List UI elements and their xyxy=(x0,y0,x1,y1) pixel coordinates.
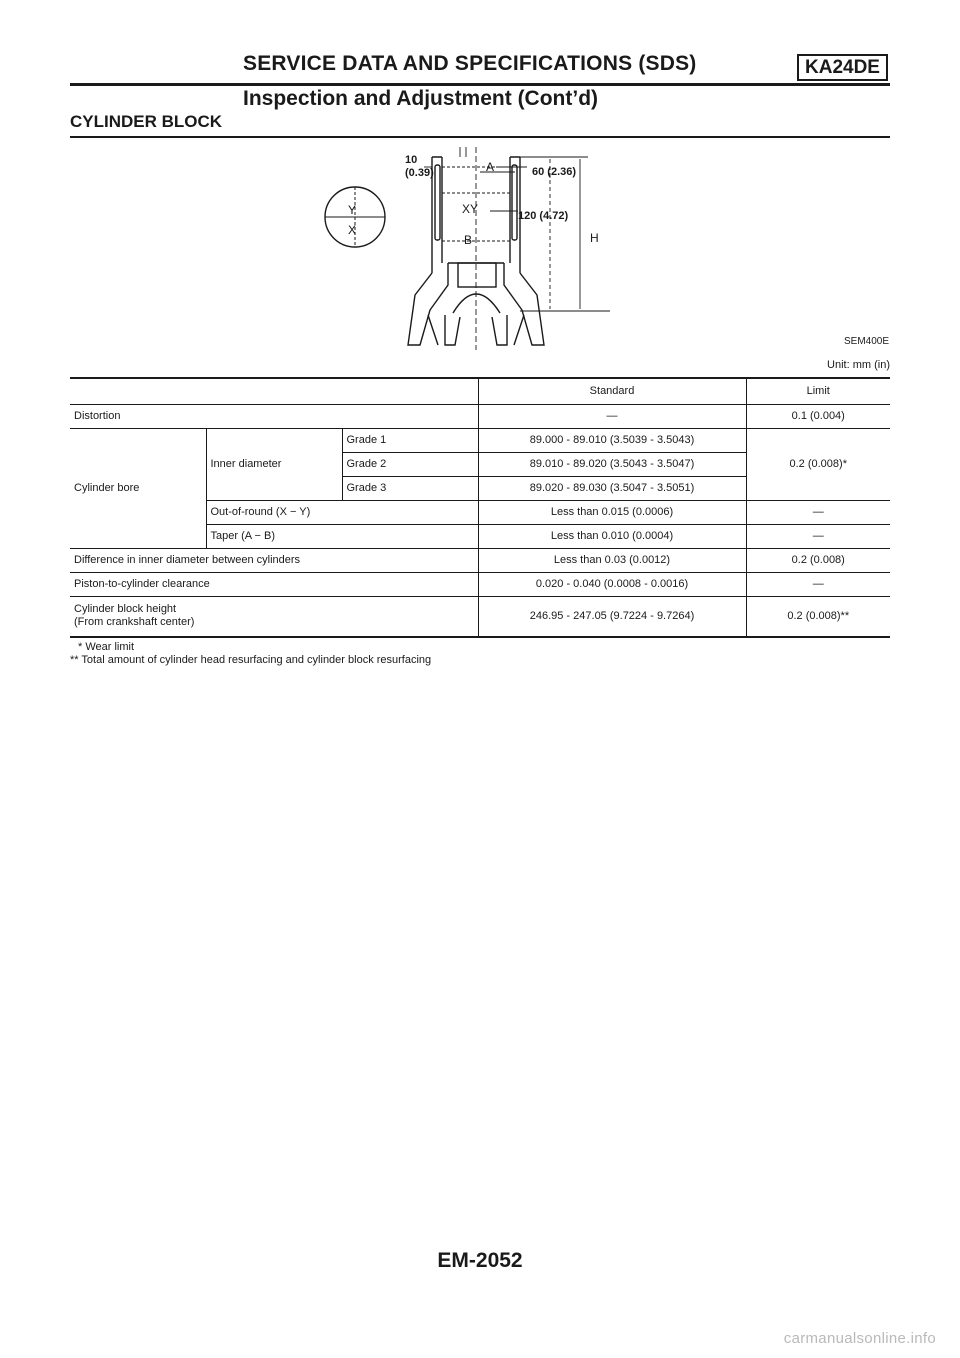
header-title: SERVICE DATA AND SPECIFICATIONS (SDS) xyxy=(243,52,697,75)
grade-value: 89.000 - 89.010 (3.5039 - 3.5043) xyxy=(478,428,746,452)
row-limit: 0.1 (0.004) xyxy=(746,404,890,428)
inner-diameter-limit: 0.2 (0.008)* xyxy=(746,428,890,500)
table-header-row xyxy=(70,378,890,404)
table-row xyxy=(70,548,890,572)
row-label: Out-of-round (X − Y) xyxy=(206,500,478,524)
table-row xyxy=(70,596,890,637)
engine-code-badge: KA24DE xyxy=(797,54,888,81)
label-y: Y xyxy=(348,203,357,217)
footnotes xyxy=(70,641,431,667)
header-rule xyxy=(70,83,890,86)
row-label: Distortion xyxy=(70,404,478,428)
row-standard: Less than 0.010 (0.0004) xyxy=(478,524,746,548)
label-h: H xyxy=(590,231,599,245)
unit-label: Unit: mm (in) xyxy=(827,359,890,371)
section-title: CYLINDER BLOCK xyxy=(70,112,223,131)
dim-label-039: (0.39) xyxy=(405,167,434,179)
row-label: Piston-to-cylinder clearance xyxy=(70,572,478,596)
row-standard: Less than 0.015 (0.0006) xyxy=(478,500,746,524)
label-xy: XY xyxy=(462,202,479,216)
col-header-limit: Limit xyxy=(746,378,890,404)
row-label-line1: Cylinder block height xyxy=(74,603,177,616)
table-row xyxy=(70,404,890,428)
row-label: Difference in inner diameter between cylinders xyxy=(70,548,478,572)
row-standard: 246.95 - 247.05 (9.7224 - 9.7264) xyxy=(478,596,746,637)
row-standard: Less than 0.03 (0.0012) xyxy=(478,548,746,572)
row-limit: 0.2 (0.008) xyxy=(746,548,890,572)
table-row xyxy=(70,572,890,596)
grade-label: Grade 3 xyxy=(342,476,478,500)
label-x: X xyxy=(348,223,357,237)
footnote: * Wear limit xyxy=(78,641,135,653)
dim-label-10: 10 xyxy=(405,154,418,166)
row-standard: 0.020 - 0.040 (0.0008 - 0.0016) xyxy=(478,572,746,596)
row-label-line2: (From crankshaft center) xyxy=(74,616,195,629)
section-rule xyxy=(70,136,890,138)
grade-value: 89.010 - 89.020 (3.5043 - 3.5047) xyxy=(478,452,746,476)
cylinder-block-diagram xyxy=(320,145,610,353)
row-limit: — xyxy=(746,524,890,548)
row-label-inner-diameter: Inner diameter xyxy=(206,428,342,500)
footnote: ** Total amount of cylinder head resurfacing and cylinder block resurfacing xyxy=(70,654,432,666)
col-header-standard: Standard xyxy=(478,378,746,404)
cylinder-block-spec-table xyxy=(70,377,890,638)
page-number: EM-2052 xyxy=(437,1249,523,1272)
table-row xyxy=(70,428,890,452)
dim-label-60: 60 (2.36) xyxy=(532,166,577,178)
row-limit: 0.2 (0.008)** xyxy=(746,596,890,637)
label-a: A xyxy=(486,160,495,174)
row-label: Taper (A − B) xyxy=(206,524,478,548)
row-standard: — xyxy=(478,404,746,428)
figure-code: SEM400E xyxy=(844,336,890,347)
row-label xyxy=(70,596,478,637)
grade-value: 89.020 - 89.030 (3.5047 - 3.5051) xyxy=(478,476,746,500)
label-b: B xyxy=(464,233,473,247)
dim-label-120: 120 (4.72) xyxy=(518,210,569,222)
grade-label: Grade 2 xyxy=(342,452,478,476)
row-label-cylinder-bore: Cylinder bore xyxy=(70,428,206,548)
row-limit: — xyxy=(746,572,890,596)
row-limit: — xyxy=(746,500,890,524)
watermark: carmanualsonline.info xyxy=(783,1330,936,1347)
header-subtitle: Inspection and Adjustment (Cont’d) xyxy=(243,87,599,110)
grade-label: Grade 1 xyxy=(342,428,478,452)
